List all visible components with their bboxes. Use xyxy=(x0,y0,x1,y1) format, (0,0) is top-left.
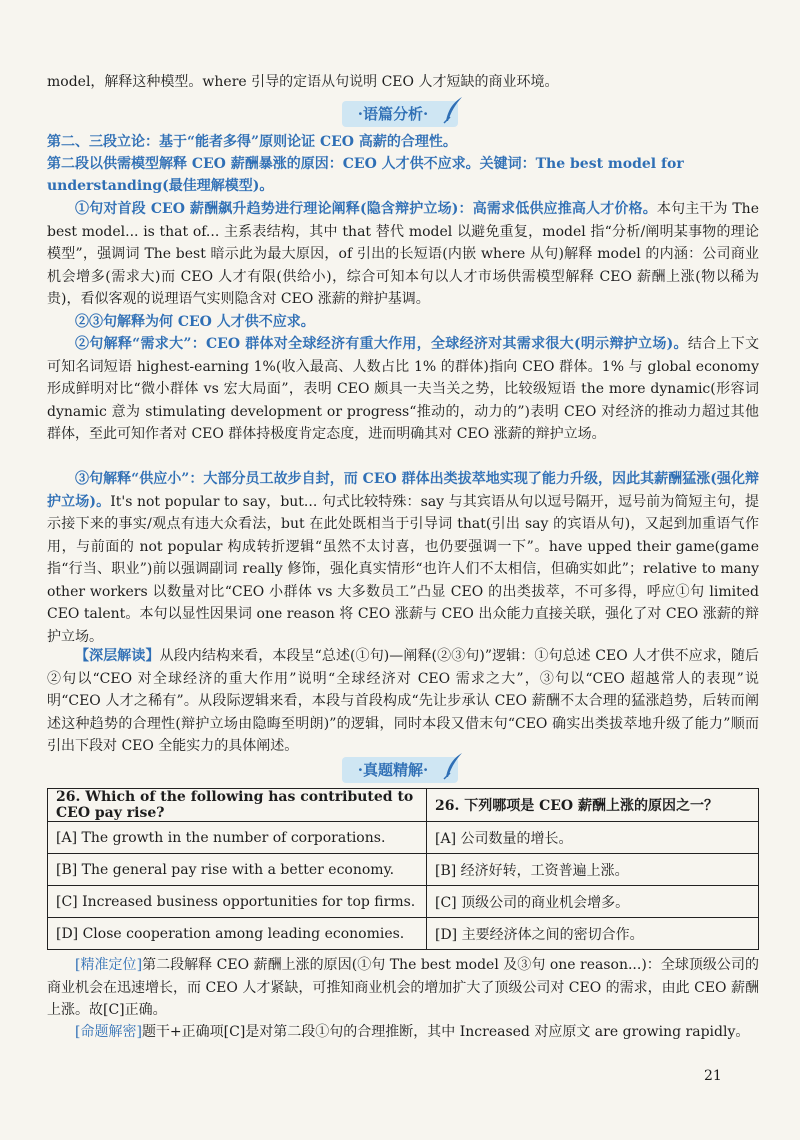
question-header-row xyxy=(48,789,759,822)
option-zh: [D] 主要经济体之间的密切合作。 xyxy=(427,918,759,950)
quill-pen-icon xyxy=(442,95,466,125)
option-zh: [A] 公司数量的增长。 xyxy=(427,822,759,854)
option-row xyxy=(48,854,759,886)
analysis-banner xyxy=(0,101,800,127)
sentence3-body: It's not popular to say，but... 句式比较特殊：say 与其宾语从句以逗号隔开，逗号前为简短主句，提示接下来的事实/观点有违大众看法，but 在此处既相当于引导词 that(引出 say 的宾语从句)，又起到加重语气作用，与前面的 not popular 构成转折逻辑“虽然不太讨喜，也仍要强调一下”。have upped their game(game 指“行当、职业”)前以强调副词 really 修饰，强化真实情形“也许人们不太相信，但确实如此”；relative to many other workers 以数量对比“CEO 小群体 vs 大多数员工”凸显 CEO 的出类拔萃，不可多得，呼应①句 limited CEO talent。本句以显性因果词 one reason 将 CEO 涨薪与 CEO 出众能力直接关联，强化了对 CEO 涨薪的辩护立场。 xyxy=(47,493,760,645)
option-zh: [B] 经济好转，工资普遍上涨。 xyxy=(427,854,759,886)
precise-location xyxy=(47,954,759,1022)
sentence1-lead: ①句对首段 CEO 薪酬飙升趋势进行理论阐释(隐含辩护立场)：高需求低供应推高人才价格。 xyxy=(75,201,657,217)
sentence23-lead: ②③句解释为何 CEO 人才供不应求。 xyxy=(75,314,315,330)
sentence3-analysis xyxy=(47,468,759,648)
page-number: 21 xyxy=(704,1068,722,1084)
sentence2-lead: ②句解释“需求大”：CEO 群体对全球经济有重大作用，全球经济对其需求很大(明示辩护立场)。 xyxy=(75,336,688,352)
question-decode-tag: [命题解密] xyxy=(75,1024,142,1040)
sentence2-analysis xyxy=(47,333,759,446)
deep-reading-tag: 【深层解读】 xyxy=(75,648,160,664)
question-zh: 26. 下列哪项是 CEO 薪酬上涨的原因之一？ xyxy=(427,789,759,822)
option-en: [A] The growth in the number of corporations. xyxy=(48,822,427,854)
question-en: 26. Which of the following has contributed to CEO pay rise? xyxy=(48,789,427,822)
exam-banner-label: ·真题精解· xyxy=(342,757,458,783)
option-en: [C] Increased business opportunities for top firms. xyxy=(48,886,427,918)
sentence2-body: 结合上下文可知名词短语 highest-earning 1%(收入最高、人数占比 1% 的群体)指向 CEO 群体。1% 与 global economy 形成鲜明对比“微小群体 vs 宏大局面”，表明 CEO 颇具一夫当关之势，比较级短语 the more dynamic(形容词 dynamic 意为 stimulating development or progress“推动的，动力的”)表明 CEO 对经济的推动力超过其他群体，至此可知作者对 CEO 群体持极度肯定态度，进而明确其对 CEO 涨薪的辩护立场。 xyxy=(47,336,759,442)
para2-heading-line2: understanding(最佳理解模型)。 xyxy=(47,178,274,194)
option-en: [D] Close cooperation among leading economies. xyxy=(48,918,427,950)
intro-line: model，解释这种模型。where 引导的定语从句说明 CEO 人才短缺的商业环境。 xyxy=(47,74,559,90)
quill-pen-icon xyxy=(442,751,466,781)
analysis-banner-label: ·语篇分析· xyxy=(342,101,458,127)
option-en: [B] The general pay rise with a better economy. xyxy=(48,854,427,886)
sentence1-analysis xyxy=(47,198,759,311)
para2-heading-line1: 第二段以供需模型解释 CEO 薪酬暴涨的原因：CEO 人才供不应求。关键词：The best model for xyxy=(47,156,684,172)
sentence3-lead: ③句解释“供应小”：大部分员工故步自封，而 CEO 群体出类拔萃地实现了能力升级，因此其薪酬猛涨(强化辩护立场)。 xyxy=(47,471,759,510)
deep-reading-body-b: ①句总述 CEO 人才供不应求，随后②句以“CEO 对全球经济的重大作用”说明“全球经济对 CEO 需求之大”，③句以“CEO 超越常人的表现”说明“CEO 人才之稀有”。从段际逻辑来看，本段与首段构成“先让步承认 CEO 薪酬不太合理的猛涨趋势，后转而阐述这种趋势的合理性(辩护立场由隐晦至明朗)”的逻辑，同时本段又借末句“CEO 确实出类拔萃地升级了能力”顺而引出下段对 CEO 全能实力的具体阐述。 xyxy=(47,648,760,754)
section-summary: 第二、三段立论：基于“能者多得”原则论证 CEO 高薪的合理性。 xyxy=(47,134,457,150)
deep-reading-body-a: 从段内结构来看，本段呈“总述(①句)—阐释(②③句)”逻辑： xyxy=(159,648,535,664)
sentence1-body: 本句主干为 The best model... is that of... 主系表结构，其中 that 替代 model 以避免重复，model 指“分析/阐明某事物的理论模型”，强调词 The best 暗示此为最大原因，of 引出的长短语(内嵌 where 从句)解释 model 的内涵：公司商业机会增多(需求大)而 CEO 人才有限(供给小)，综合可知本句以人才市场供需模型解释 CEO 薪酬上涨(物以稀为贵)，看似客观的说理语气实则隐含对 CEO 涨薪的辩护基调。 xyxy=(47,201,759,307)
question-decode-body: 题干+正确项[C]是对第二段①句的合理推断，其中 Increased 对应原文 are growing rapidly。 xyxy=(141,1024,750,1040)
precise-location-body: 第二段解释 CEO 薪酬上涨的原因(①句 The best model 及③句 one reason...)：全球顶级公司的商业机会在迅速增长，而 CEO 人才紧缺，可推知商业机会的增加扩大了顶级公司对 CEO 的需求，由此 CEO 薪酬上涨。故[C]正确。 xyxy=(47,957,759,1018)
option-zh: [C] 顶级公司的商业机会增多。 xyxy=(427,886,759,918)
precise-location-tag: [精准定位] xyxy=(75,957,143,973)
question-decode xyxy=(47,1021,759,1044)
exam-banner xyxy=(0,757,800,783)
deep-reading xyxy=(47,645,759,758)
question-table xyxy=(47,788,759,950)
option-row xyxy=(48,822,759,854)
option-row xyxy=(48,886,759,918)
option-row xyxy=(48,918,759,950)
